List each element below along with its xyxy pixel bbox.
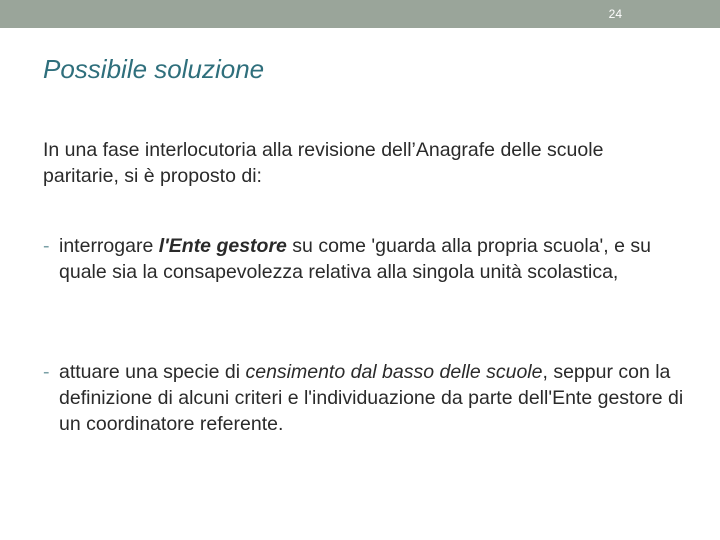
intro-paragraph: In una fase interlocutoria alla revisione dell’Anagrafe delle scuole paritarie, si è proposto di: [43, 139, 604, 187]
bullet-item [43, 359, 693, 437]
bullet-emphasis: l'Ente gestore [158, 235, 287, 257]
bullet-text-before: attuare una specie di [59, 361, 246, 383]
bullet-item [43, 233, 693, 285]
slide-title: Possibile soluzione [43, 54, 265, 84]
bullet-text [59, 359, 693, 437]
top-bar [0, 0, 720, 28]
bullet-text-after: , seppur con la definizione di alcuni criteri e l'individuazione da parte dell'Ente gestore di un coordinatore referente. [59, 361, 684, 435]
bullet-marker: - [43, 235, 50, 257]
bullet-marker: - [43, 361, 50, 383]
bullet-text-after: su come 'guarda alla propria scuola', e su quale sia la consapevolezza relativa alla singola unità scolastica, [59, 235, 651, 283]
bullet-emphasis: censimento dal basso delle scuole [245, 361, 543, 383]
page-number: 24 [608, 7, 622, 21]
bullet-text-before: interrogare [59, 235, 159, 257]
bullet-text [59, 233, 693, 285]
